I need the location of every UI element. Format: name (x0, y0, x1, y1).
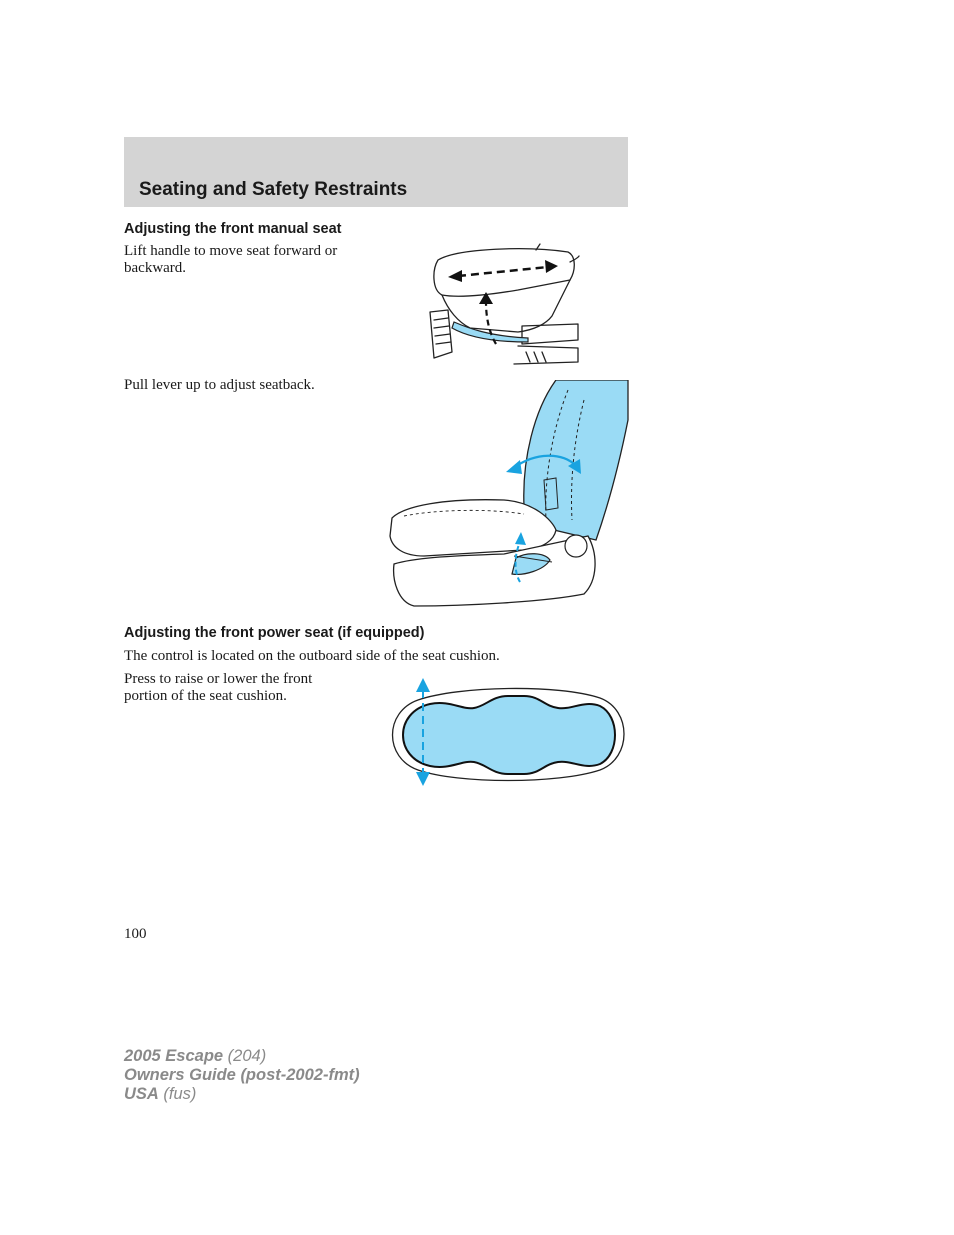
text-lift-handle: Lift handle to move seat forward or backward. (124, 243, 338, 276)
seat-track-handle-illustration (418, 240, 580, 366)
page-number: 100 (124, 926, 147, 942)
text-control-location: The control is located on the outboard side of the seat cushion. (124, 648, 500, 664)
text-press-raise: Press to raise or lower the front portion of the seat cushion. (124, 671, 313, 704)
section-title: Seating and Safety Restraints (139, 179, 408, 200)
heading-manual-seat: Adjusting the front manual seat (124, 221, 342, 237)
heading-power-seat: Adjusting the front power seat (if equipped) (124, 625, 425, 641)
document-footer: 2005 Escape (204) Owners Guide (post-2002-fmt) USA (fus) (124, 1047, 360, 1103)
text-pull-lever: Pull lever up to adjust seatback. (124, 377, 315, 393)
section-header-band (124, 137, 628, 207)
power-seat-control-illustration (388, 676, 628, 788)
seatback-recline-illustration (384, 380, 630, 610)
